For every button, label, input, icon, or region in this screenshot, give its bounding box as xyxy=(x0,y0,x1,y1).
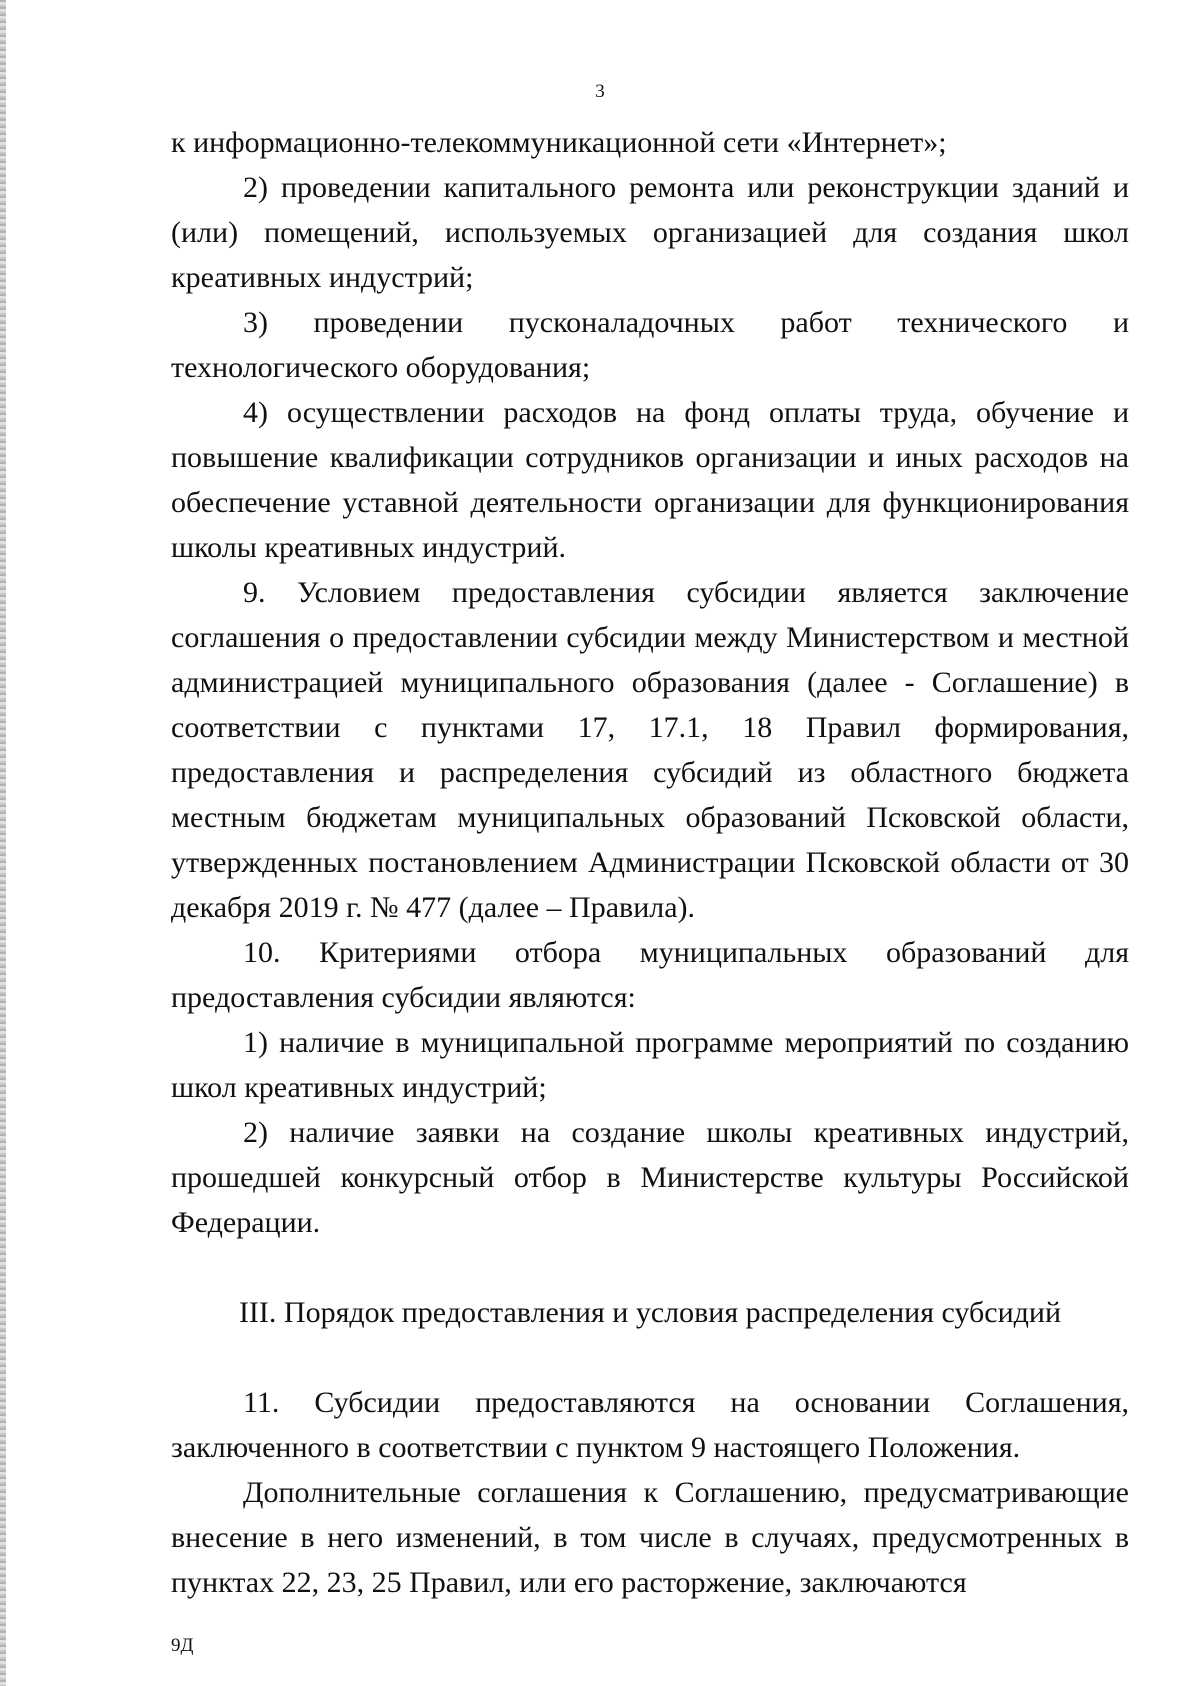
page-number: 3 xyxy=(595,81,605,102)
paragraph-10-selection-criteria: 10. Критериями отбора муниципальных образований для предоставления субсидии являются: xyxy=(171,936,1129,1014)
paragraph-item-3-commissioning: 3) проведении пусконаладочных работ технического и технологического оборудования; xyxy=(171,306,1129,384)
paragraph-11-subsidy-basis: 11. Субсидии предоставляются на основании Соглашения, заключенного в соответствии с пунктом 9 настоящего Положения. xyxy=(171,1386,1129,1464)
paragraph-criterion-1: 1) наличие в муниципальной программе мероприятий по созданию школ креативных индустрий; xyxy=(171,1026,1129,1104)
spacer xyxy=(171,1335,1129,1380)
paragraph-item-4-expenses: 4) осуществлении расходов на фонд оплаты труда, обучение и повышение квалификации сотрудников организации и иных расходов на обеспечение уставной деятельности организации для функционирования школы креативных индустрий. xyxy=(171,396,1129,564)
paragraph-additional-agreements: Дополнительные соглашения к Соглашению, предусматривающие внесение в него изменений, в том числе в случаях, предусмотренных в пунктах 22, 23, 25 Правил, или его расторжение, заключаются xyxy=(171,1476,1129,1599)
section-heading: III. Порядок предоставления и условия распределения субсидий xyxy=(238,1296,1062,1329)
paragraph-criterion-2: 2) наличие заявки на создание школы креативных индустрий, прошедшей конкурсный отбор в Министерстве культуры Российской Федерации. xyxy=(171,1116,1129,1239)
paragraph-internet-continuation: к информационно-телекоммуникационной сети «Интернет»; xyxy=(171,126,947,159)
footer-document-code: 9Д xyxy=(171,1635,194,1656)
document-body xyxy=(171,120,1129,1605)
scan-edge xyxy=(0,0,6,1686)
paragraph-item-2-capital-repair: 2) проведении капитального ремонта или реконструкции зданий и (или) помещений, используемых организацией для создания школ креативных индустрий; xyxy=(171,171,1129,294)
paragraph-9-subsidy-condition: 9. Условием предоставления субсидии является заключение соглашения о предоставлении субсидии между Министерством и местной администрацией муниципального образования (далее - Соглашение) в соответствии с пунктами 17, 17.1, 18 Правил формирования, предоставления и распределения субсидий из областного бюджета местным бюджетам муниципальных образований Псковской области, утвержденных постановлением Администрации Псковской области от 30 декабря 2019 г. № 477 (далее – Правила). xyxy=(171,576,1129,924)
spacer xyxy=(171,1245,1129,1290)
